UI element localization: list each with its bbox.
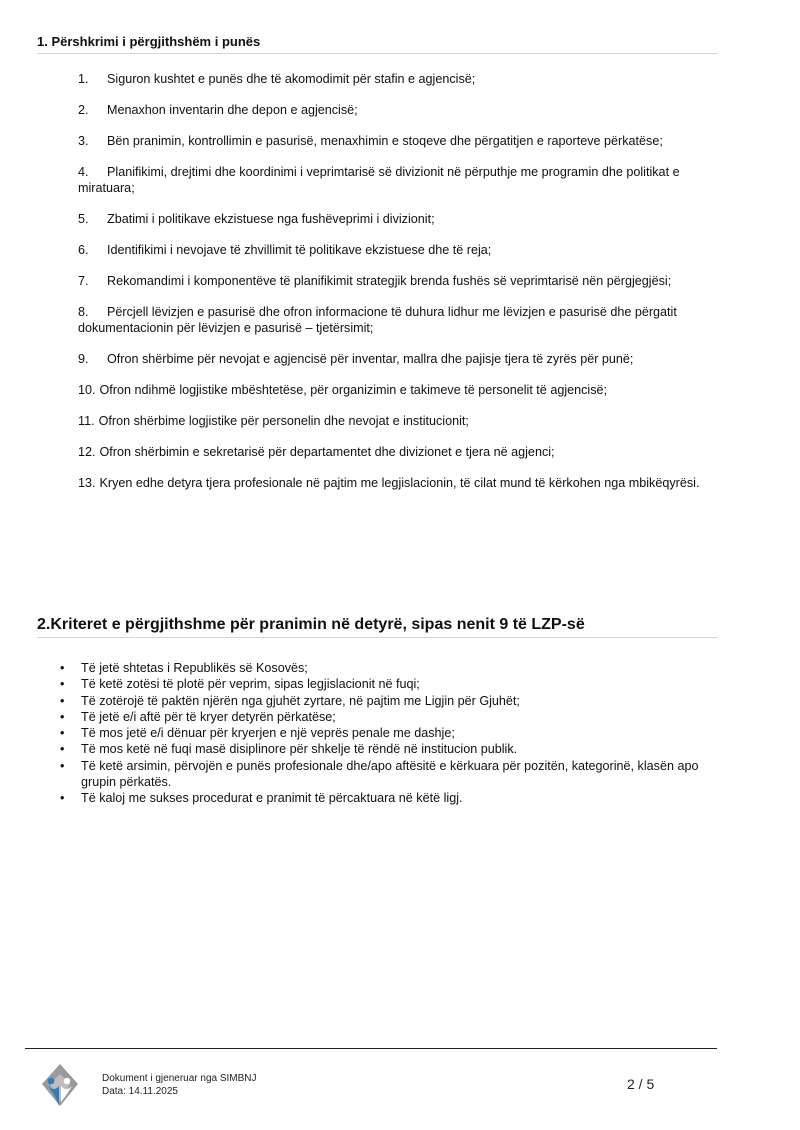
item-number: 9. <box>78 352 89 366</box>
simbnj-logo-icon <box>40 1062 80 1108</box>
bullet-icon: • <box>60 709 65 724</box>
list-item <box>78 413 718 429</box>
item-text: Planifikimi, drejtimi dhe koordinimi i veprimtarisë së divizionit në përputhje me programin dhe politikat e miratuara; <box>78 165 680 195</box>
item-text: Të jetë e/i aftë për të kryer detyrën përkatëse; <box>81 709 336 724</box>
footer-info <box>102 1072 257 1098</box>
list-item <box>78 71 718 87</box>
list-item <box>60 725 720 741</box>
item-text: Ofron ndihmë logjistike mbështetëse, për organizimin e takimeve të personelit të agjencisë; <box>99 383 608 397</box>
bullet-icon: • <box>60 742 65 757</box>
list-item <box>60 758 720 791</box>
list-item <box>78 304 718 336</box>
item-text: Përcjell lëvizjen e pasurisë dhe ofron informacione të duhura lidhur me lëvizjen e pasurisë dhe përgatit dokumentacionin për lëvizjen e pasurisë – tjetërsimit; <box>78 305 677 335</box>
section-2-heading: 2.Kriteret e përgjithshme për pranimin në detyrë, sipas nenit 9 të LZP-së <box>37 616 717 638</box>
item-number: 6. <box>78 243 89 257</box>
list-item <box>78 102 718 118</box>
item-number: 1. <box>78 72 89 86</box>
item-text: Rekomandimi i komponentëve të planifikimit strategjik brenda fushës së veprimtarisë nën përgjegjësi; <box>107 274 672 288</box>
footer-divider <box>25 1048 717 1049</box>
list-item <box>78 444 718 460</box>
item-number: 2. <box>78 103 89 117</box>
list-item <box>78 133 718 149</box>
item-number: 13. <box>78 476 96 490</box>
bullet-icon: • <box>60 661 65 675</box>
list-item <box>60 790 720 806</box>
item-text: Menaxhon inventarin dhe depon e agjencisë; <box>107 103 358 117</box>
item-text: Të ketë zotësi të plotë për veprim, sipas legjislacionit në fuqi; <box>81 677 420 692</box>
item-text: Të ketë arsimin, përvojën e punës profesionale dhe/apo aftësitë e kërkuara për pozitën, kategorinë, klasën apo grupin përkatës. <box>81 758 699 790</box>
list-item <box>78 164 718 196</box>
list-item <box>60 676 720 692</box>
list-item <box>60 741 720 757</box>
item-text: Ofron shërbimin e sekretarisë për departamentet dhe divizionet e tjera në agjenci; <box>99 445 555 459</box>
job-description-list <box>78 71 718 506</box>
bullet-icon: • <box>60 726 65 741</box>
bullet-icon: • <box>60 791 65 806</box>
item-number: 5. <box>78 212 89 226</box>
list-item <box>78 242 718 258</box>
item-number: 12. <box>78 445 96 459</box>
list-item <box>60 709 720 725</box>
section-1-heading: 1. Përshkrimi i përgjithshëm i punës <box>37 34 717 54</box>
item-number: 4. <box>78 165 89 179</box>
list-item <box>78 273 718 289</box>
item-number: 3. <box>78 134 89 148</box>
item-text: Identifikimi i nevojave të zhvillimit të politikave ekzistuese dhe të reja; <box>107 243 492 257</box>
item-text: Siguron kushtet e punës dhe të akomodimit për stafin e agjencisë; <box>107 72 476 86</box>
criteria-list <box>60 660 720 807</box>
item-text: Të mos jetë e/i dënuar për kryerjen e një veprës penale me dashje; <box>81 726 455 741</box>
list-item <box>78 211 718 227</box>
item-number: 8. <box>78 305 89 319</box>
item-text: Zbatimi i politikave ekzistuese nga fushëveprimi i divizionit; <box>107 212 435 226</box>
page-number: 2 / 5 <box>627 1076 655 1092</box>
item-number: 10. <box>78 383 96 397</box>
list-item <box>78 475 718 491</box>
date-text: Data: 14.11.2025 <box>102 1086 178 1097</box>
list-item <box>78 382 718 398</box>
item-text: Ofron shërbime për nevojat e agjencisë për inventar, mallra dhe pajisje tjera të zyrës për punë; <box>107 352 634 366</box>
list-item <box>60 693 720 709</box>
item-number: 7. <box>78 274 89 288</box>
item-text: Të zotërojë të paktën njërën nga gjuhët zyrtare, në pajtim me Ligjin për Gjuhët; <box>81 693 520 708</box>
item-text: Bën pranimin, kontrollimin e pasurisë, menaxhimin e stoqeve dhe përgatitjen e raporteve përkatëse; <box>107 134 663 148</box>
bullet-icon: • <box>60 677 65 692</box>
bullet-icon: • <box>60 758 65 773</box>
list-item <box>60 660 720 676</box>
item-number: 11. <box>78 414 95 428</box>
item-text: Të jetë shtetas i Republikës së Kosovës; <box>81 661 308 675</box>
list-item <box>78 351 718 367</box>
bullet-icon: • <box>60 693 65 708</box>
item-text: Të kaloj me sukses procedurat e pranimit të përcaktuara në këtë ligj. <box>81 791 463 806</box>
item-text: Të mos ketë në fuqi masë disiplinore për shkelje të rëndë në institucion publik. <box>81 742 518 757</box>
item-text: Ofron shërbime logjistike për personelin dhe nevojat e institucionit; <box>98 414 469 428</box>
generated-by-text: Dokument i gjeneruar nga SIMBNJ <box>102 1073 257 1084</box>
item-text: Kryen edhe detyra tjera profesionale në pajtim me legjislacionin, të cilat mund të kërkohen nga mbikëqyrësi. <box>99 476 700 490</box>
